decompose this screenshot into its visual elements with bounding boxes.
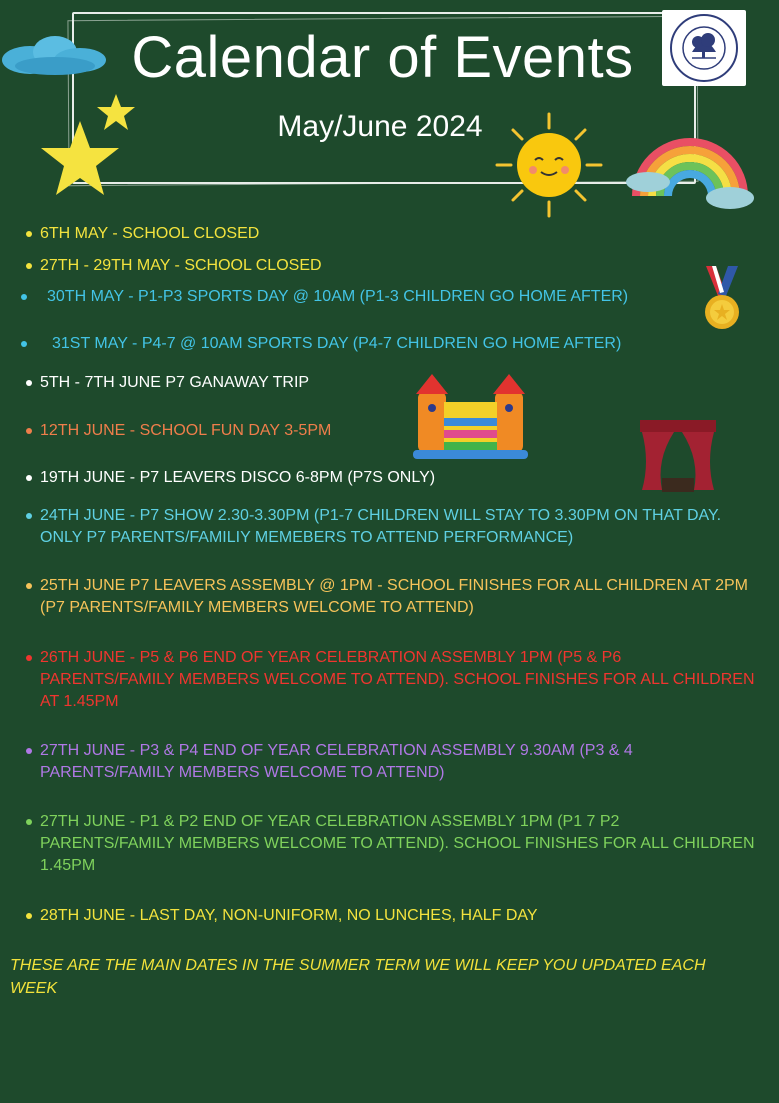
event-text: 5TH - 7TH JUNE P7 GANAWAY TRIP — [40, 374, 310, 391]
bullet — [21, 294, 27, 300]
event-item — [40, 740, 755, 784]
bullet — [26, 231, 32, 237]
page-subtitle: May/June 2024 — [277, 110, 483, 143]
star-icon — [38, 118, 122, 203]
bullet — [26, 583, 32, 589]
bullet — [26, 475, 32, 481]
rainbow-icon — [622, 118, 757, 218]
event-text: 27TH JUNE - P1 & P2 END OF YEAR CELEBRATION ASSEMBLY 1PM (P1 7 P2 PARENTS/FAMILY MEMBERS WELCOME TO ATTEND). SCHOOL FINISHES FOR ALL CHILDREN 1.45PM — [40, 813, 755, 874]
event-text: 27TH - 29TH MAY - SCHOOL CLOSED — [40, 257, 322, 274]
event-item — [40, 223, 755, 245]
event-item — [40, 467, 755, 489]
page-title: Calendar of Events — [131, 25, 634, 90]
event-text: 6TH MAY - SCHOOL CLOSED — [40, 225, 260, 242]
bullet — [26, 819, 32, 825]
event-item — [40, 420, 755, 442]
event-text: 28TH JUNE - LAST DAY, NON-UNIFORM, NO LUNCHES, HALF DAY — [40, 907, 538, 924]
bullet — [26, 748, 32, 754]
event-item — [40, 905, 755, 927]
bullet — [26, 913, 32, 919]
event-text: 24TH JUNE - P7 SHOW 2.30-3.30PM (P1-7 CHILDREN WILL STAY TO 3.30PM ON THAT DAY. ONLY P7 PARENTS/FAMILIY MEMEBERS TO ATTEND PERFORMANCE) — [40, 507, 722, 546]
event-item — [40, 647, 755, 713]
bullet — [21, 341, 27, 347]
bullet — [26, 428, 32, 434]
school-logo — [662, 10, 746, 86]
bullet — [26, 263, 32, 269]
sun-icon — [493, 110, 605, 225]
event-text: 25TH JUNE P7 LEAVERS ASSEMBLY @ 1PM - SCHOOL FINISHES FOR ALL CHILDREN AT 2PM (P7 PARENTS/FAMILY MEMBERS WELCOME TO ATTEND) — [40, 577, 749, 616]
event-item — [40, 255, 755, 277]
bullet — [26, 655, 32, 661]
event-item — [40, 575, 755, 619]
event-text: 31ST MAY - P4-7 @ 10AM SPORTS DAY (P4-7 CHILDREN GO HOME AFTER) — [52, 335, 622, 352]
event-item — [52, 333, 692, 355]
event-item — [40, 811, 755, 877]
event-text: 26TH JUNE - P5 & P6 END OF YEAR CELEBRATION ASSEMBLY 1PM (P5 & P6 PARENTS/FAMILY MEMBERS WELCOME TO ATTEND). SCHOOL FINISHES FOR ALL CHILDREN AT 1.45PM — [40, 649, 755, 710]
event-item — [40, 505, 755, 549]
event-text: 27TH JUNE - P3 & P4 END OF YEAR CELEBRATION ASSEMBLY 9.30AM (P3 & 4 PARENTS/FAMILY MEMBERS WELCOME TO ATTEND) — [40, 742, 633, 781]
bullet — [26, 380, 32, 386]
footer-note: THESE ARE THE MAIN DATES IN THE SUMMER TERM WE WILL KEEP YOU UPDATED EACH WEEK — [10, 957, 706, 997]
event-text: 19TH JUNE - P7 LEAVERS DISCO 6-8PM (P7S ONLY) — [40, 469, 436, 486]
event-text: 12TH JUNE - SCHOOL FUN DAY 3-5PM — [40, 422, 332, 439]
cloud-icon — [0, 30, 110, 85]
event-item — [47, 286, 687, 308]
event-text: 30TH MAY - P1-P3 SPORTS DAY @ 10AM (P1-3 CHILDREN GO HOME AFTER) — [47, 288, 629, 305]
event-item — [40, 372, 755, 394]
bullet — [26, 513, 32, 519]
